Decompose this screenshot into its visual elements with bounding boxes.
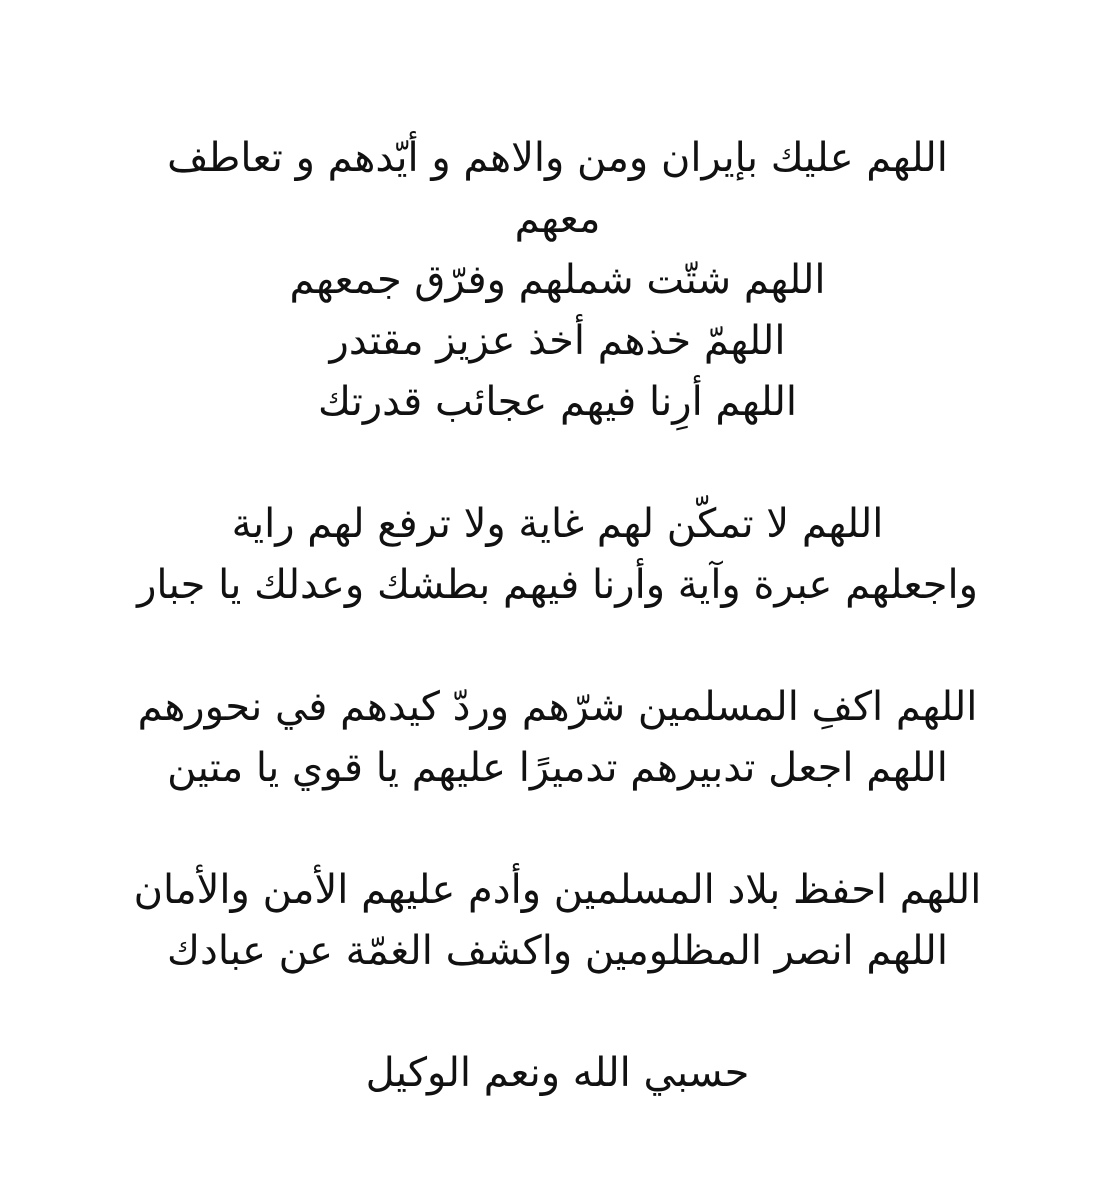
text-line: اللهم انصر المظلومين واكشف الغمّة عن عبادك bbox=[167, 928, 948, 974]
paragraph-1 bbox=[80, 128, 1035, 433]
paragraph-3 bbox=[80, 677, 1035, 799]
text-line: اللهم احفظ بلاد المسلمين وأدم عليهم الأمن والأمان bbox=[133, 867, 982, 913]
text-line: اللهم شتّت شملهم وفرّق جمعهم bbox=[289, 257, 826, 303]
text-line: اللهم عليك بإيران ومن والاهم و أيّدهم و تعاطف bbox=[167, 135, 948, 181]
closing-line: حسبي الله ونعم الوكيل bbox=[365, 1050, 750, 1096]
paragraph-4 bbox=[80, 860, 1035, 982]
text-line: اللهم اجعل تدبيرهم تدميرًا عليهم يا قوي يا متين bbox=[167, 745, 948, 791]
paragraph-2 bbox=[80, 494, 1035, 616]
closing-paragraph bbox=[80, 1043, 1035, 1104]
supplication-text bbox=[80, 128, 1035, 1165]
text-line: اللهم لا تمكّن لهم غاية ولا ترفع لهم راية bbox=[231, 501, 884, 547]
text-line: اللهم اكفِ المسلمين شرّهم وردّ كيدهم في نحورهم bbox=[137, 684, 978, 730]
text-line: واجعلهم عبرة وآية وأرنا فيهم بطشك وعدلك يا جبار bbox=[137, 562, 978, 608]
text-line: اللهمّ خذهم أخذ عزيز مقتدر bbox=[329, 318, 786, 364]
text-line: معهم bbox=[514, 196, 601, 242]
text-line: اللهم أرِنا فيهم عجائب قدرتك bbox=[317, 379, 798, 425]
